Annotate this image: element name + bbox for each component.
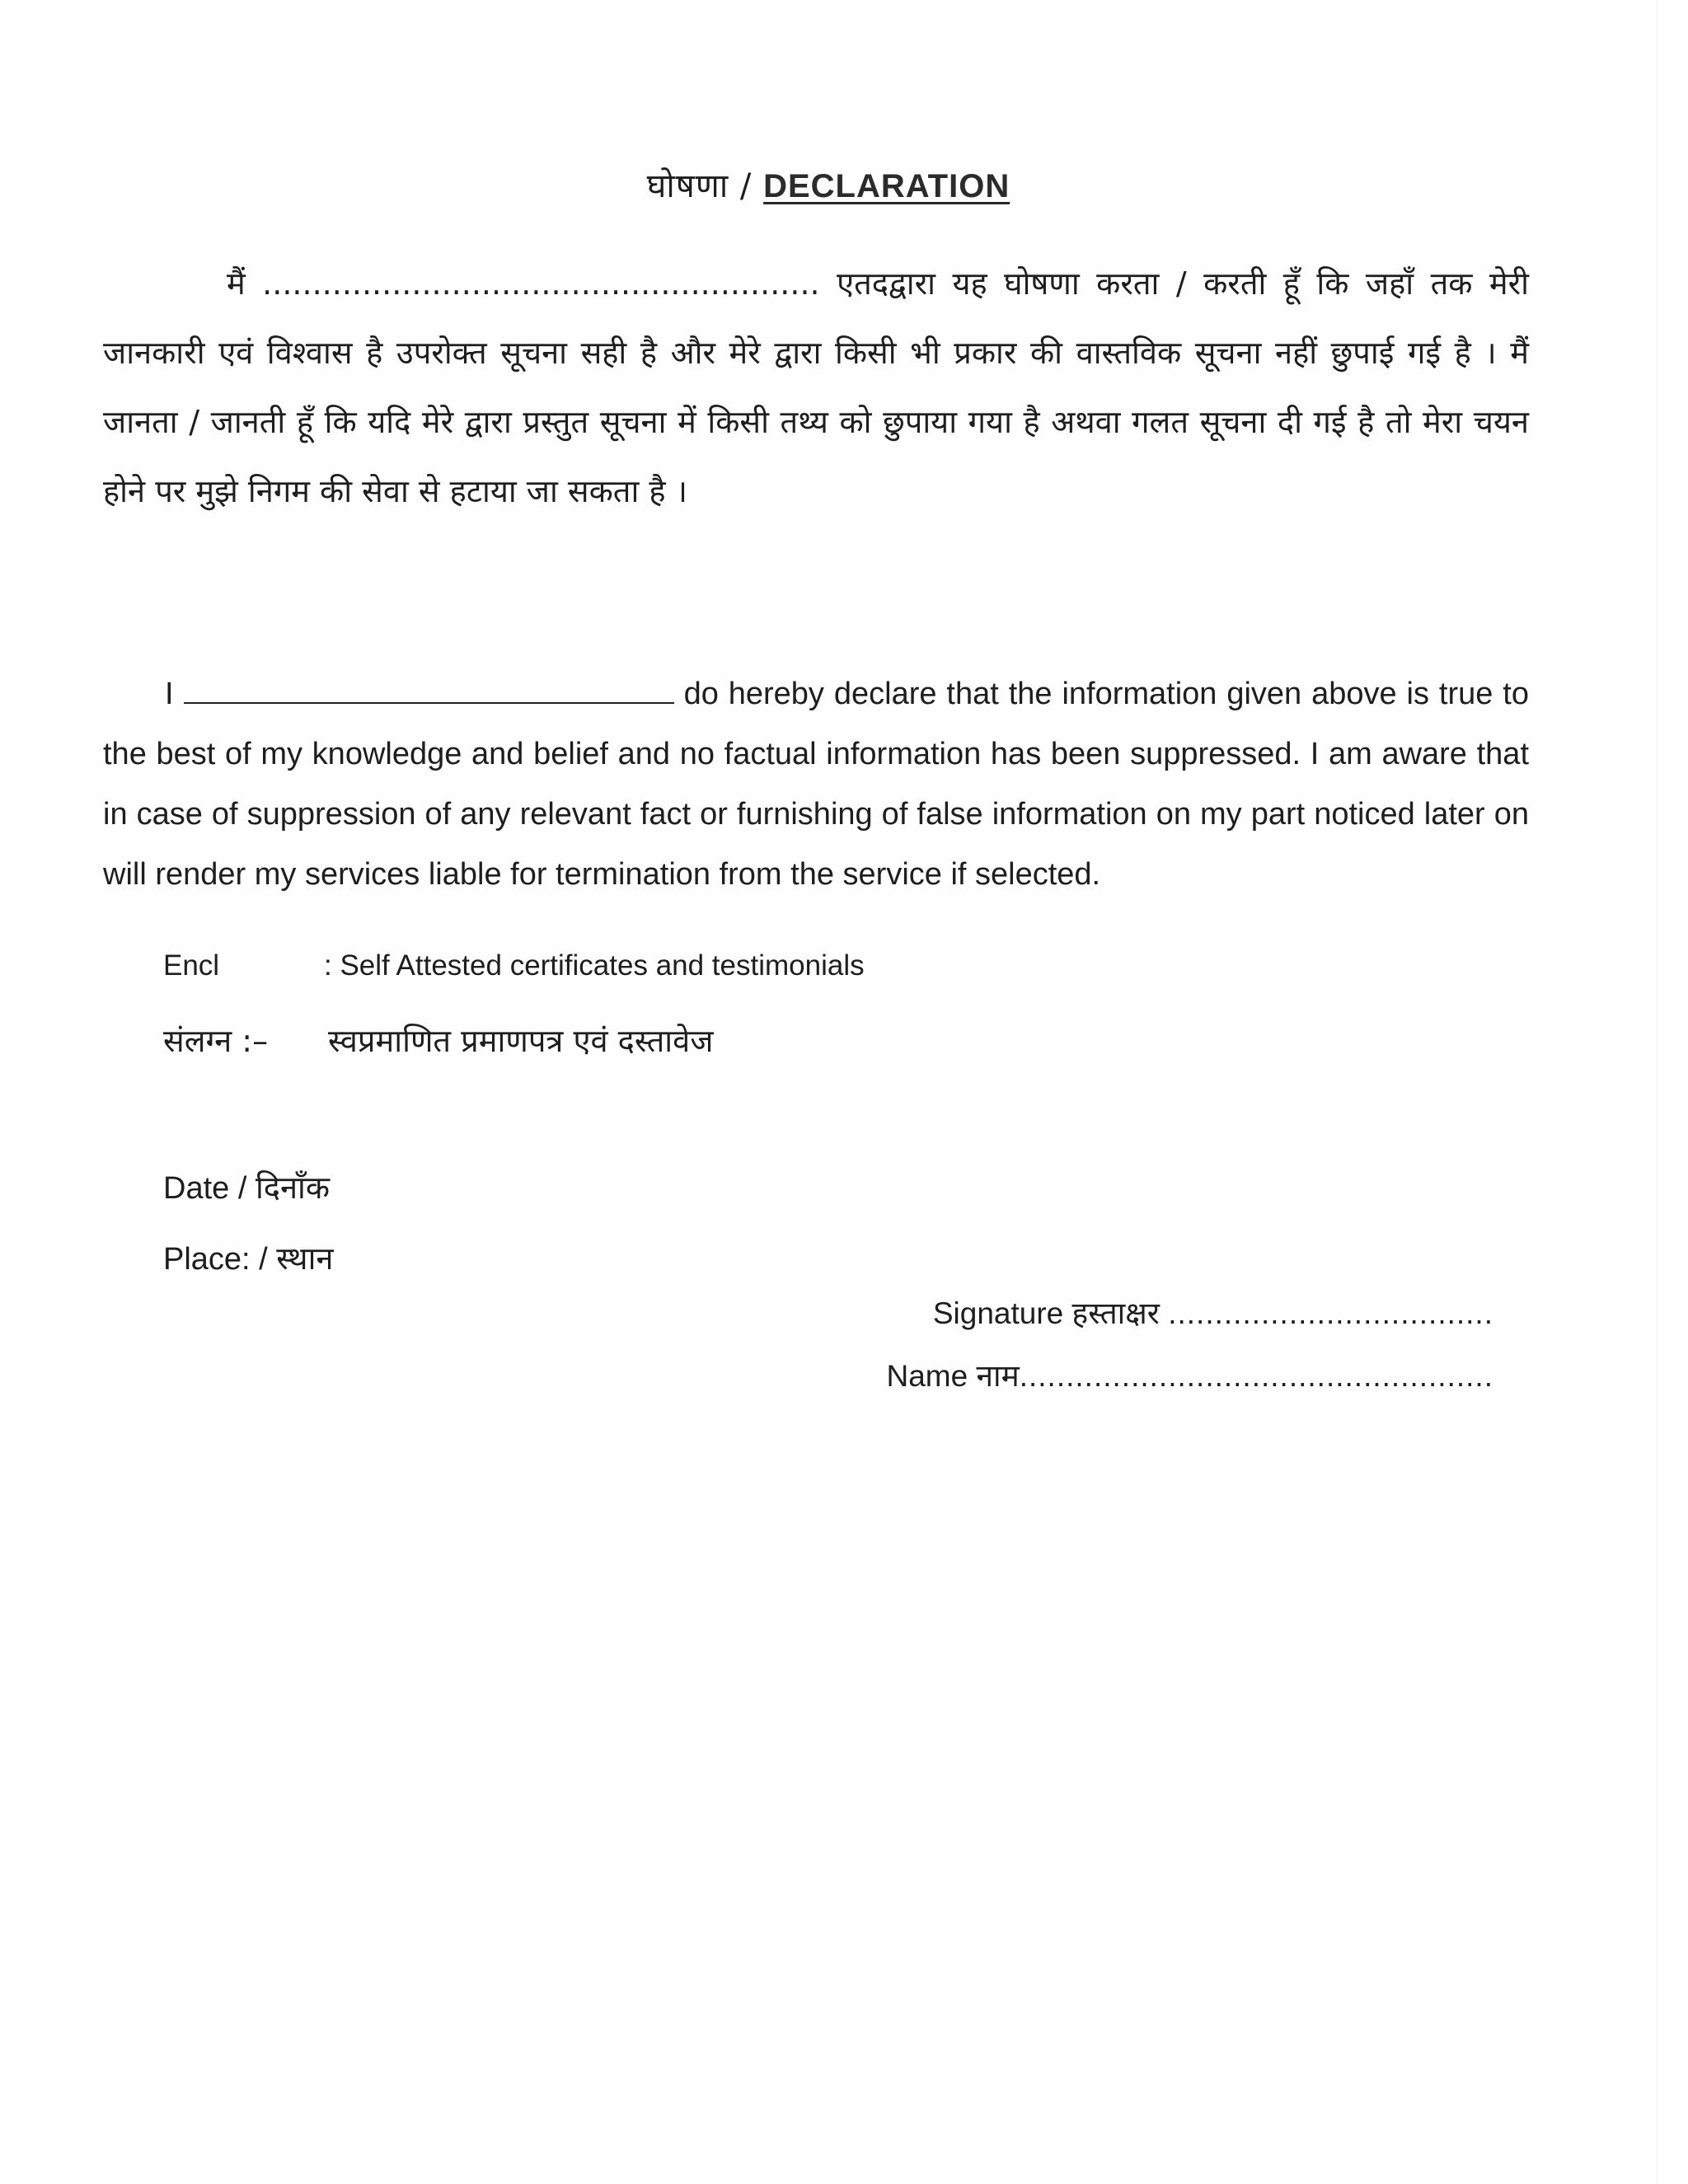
sanlagn-label: संलग्न :– <box>163 1023 269 1059</box>
title-english: DECLARATION <box>763 168 1010 204</box>
page-title <box>0 162 1657 207</box>
english-declaration-prefix: I <box>165 677 174 711</box>
signature-dots: ................................... <box>1168 1296 1493 1330</box>
name-label: Name नाम <box>886 1359 1020 1393</box>
sanlagn-row <box>163 1019 713 1062</box>
date-field-label: Date / दिनाँक <box>163 1171 331 1206</box>
hindi-declaration-paragraph <box>103 249 1529 526</box>
signature-row <box>933 1291 1493 1333</box>
enclosure-row <box>163 949 865 982</box>
english-declaration-paragraph <box>103 664 1529 905</box>
english-declaration-text: do hereby declare that the information given above is true to the best of my knowledge and belief and no factual information has been suppressed. I am aware that in case of suppression of any relevant fact or furnishing of false information on my part noticed later on will render my services liable for termination from the service if selected. <box>103 677 1529 892</box>
name-row <box>886 1353 1493 1395</box>
enclosure-label: Encl <box>163 949 220 982</box>
name-dots: ................................................... <box>1019 1359 1493 1393</box>
enclosure-value: : Self Attested certificates and testimonials <box>324 949 865 982</box>
name-blank-line <box>184 694 674 704</box>
hindi-declaration-text: मैं ........................................................ एतदद्वारा यह घोषणा करता / करती हूँ कि जहाँ तक मेरी जानकारी एवं विश्वास है उपरोक्त सूचना सही है और मेरे द्वारा किसी भी प्रकार की वास्तविक सूचना नहीं छुपाई गई है । मैं जानता / जानती हूँ कि यदि मेरे द्वारा प्रस्तुत सूचना में किसी तथ्य को छुपाया गया है अथवा गलत सूचना दी गई है तो मेरा चयन होने पर मुझे निगम की सेवा से हटाया जा सकता है । <box>103 265 1529 509</box>
place-field-label: Place: / स्थान <box>163 1242 334 1277</box>
sanlagn-value: स्वप्रमाणित प्रमाणपत्र एवं दस्तावेज <box>328 1023 714 1059</box>
title-hindi: घोषणा / <box>646 167 764 205</box>
signature-label: Signature हस्ताक्षर <box>932 1296 1160 1330</box>
